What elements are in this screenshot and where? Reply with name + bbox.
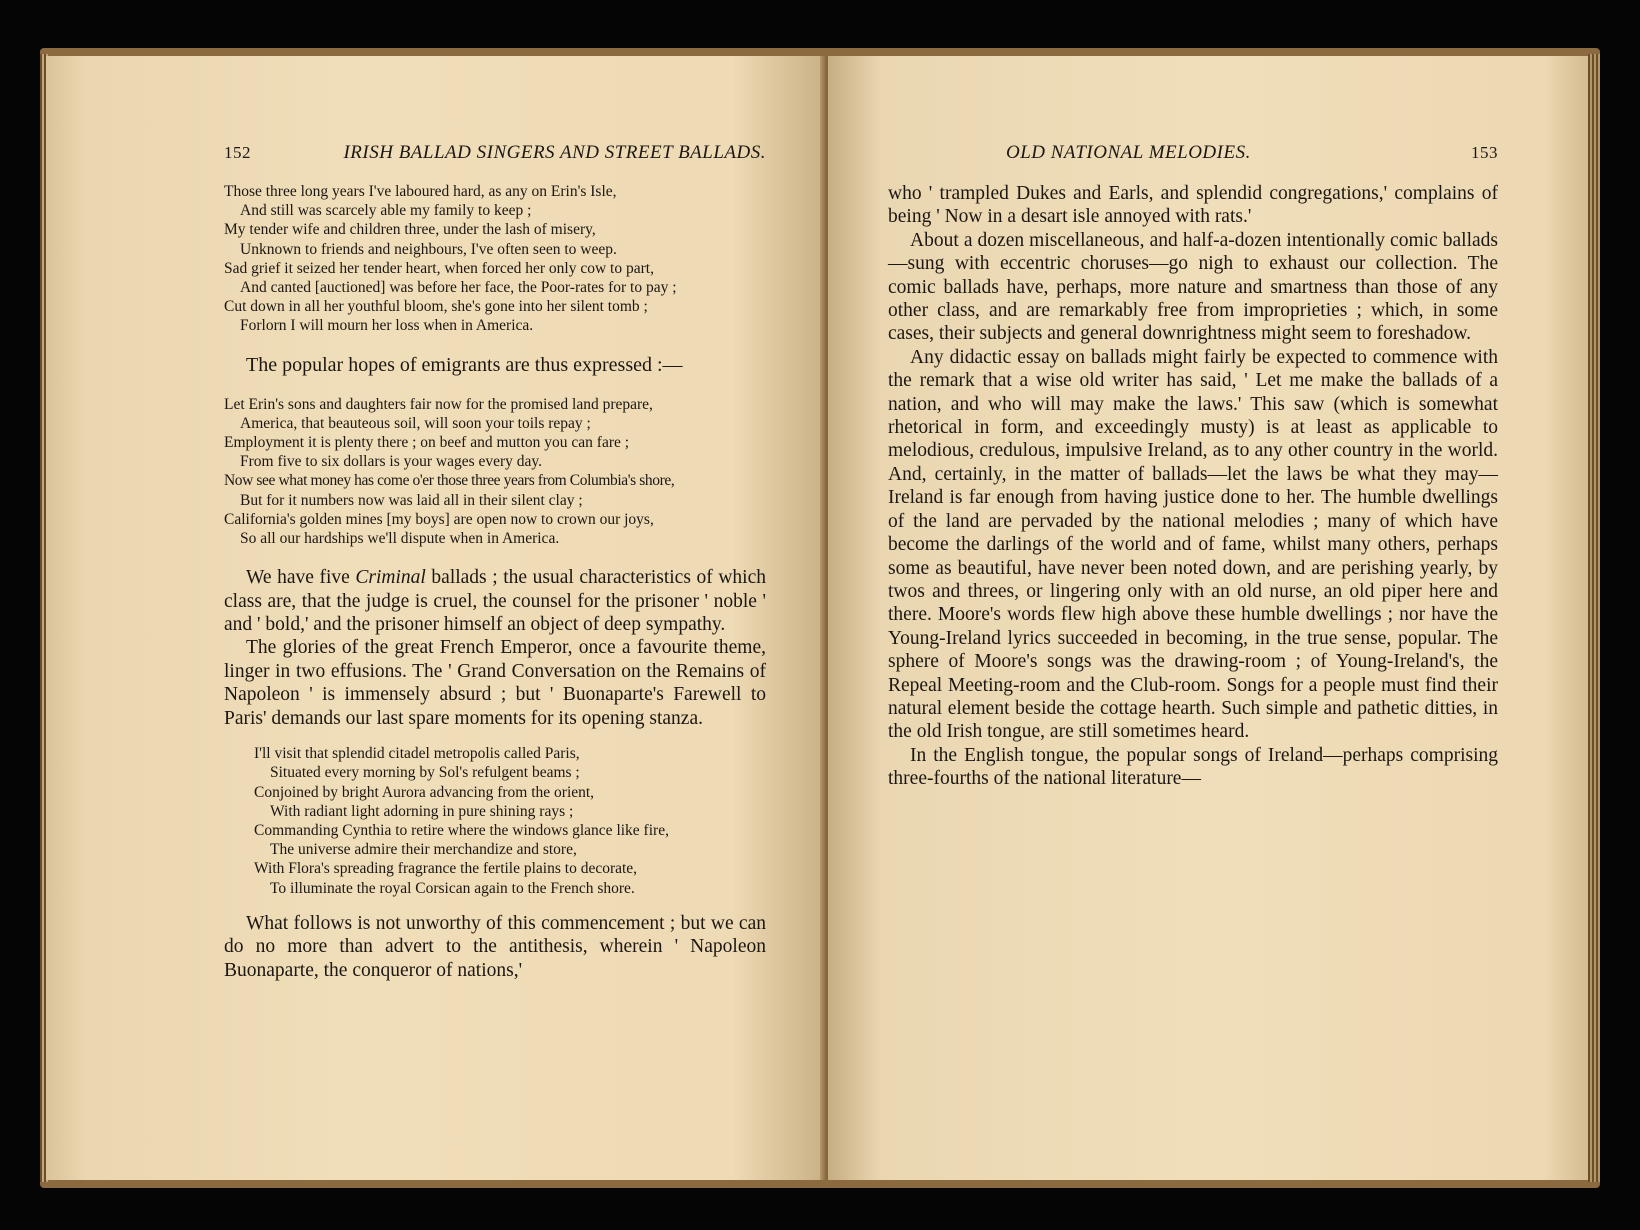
right-prose xyxy=(888,182,1498,791)
right-running-head xyxy=(888,142,1498,164)
verse-line: With radiant light adorning in pure shining rays ; xyxy=(270,802,574,820)
left-prose-2 xyxy=(224,912,766,982)
verse-line: Employment it is plenty there ; on beef and mutton you can fare ; xyxy=(224,434,630,452)
left-running-head xyxy=(224,142,766,164)
verse-line: With Flora's spreading fragrance the fertile plains to decorate, xyxy=(254,860,638,878)
right-running-title: OLD NATIONAL MELODIES. xyxy=(1006,142,1251,163)
verse-line: To illuminate the royal Corsican again to the French shore. xyxy=(270,879,635,897)
right-page xyxy=(828,56,1590,1180)
napoleon-paragraph: The glories of the great French Emperor, once a favourite theme, linger in two effusions. The ' Grand Conversation on the Remains of Napoleon ' is immensely absurd ; but ' Buonaparte's Farewell to Paris' demands our last spare moments for its opening stanza. xyxy=(224,637,766,729)
left-running-title: IRISH BALLAD SINGERS AND STREET BALLADS. xyxy=(343,142,766,163)
left-page-number: 152 xyxy=(224,143,251,162)
verse-block-2 xyxy=(224,395,766,549)
book-edge-right xyxy=(1588,54,1600,1182)
verse-line: Situated every morning by Sol's refulgent beams ; xyxy=(270,764,580,782)
emigrants-intro: The popular hopes of emigrants are thus expressed :— xyxy=(246,353,683,376)
verse-line: The universe admire their merchandize and store, xyxy=(270,841,577,859)
verse-block-1 xyxy=(224,182,766,336)
didactic-essay-paragraph: Any didactic essay on ballads might fairly be expected to commence with the remark that a wise old writer has said, ' Let me make the ballads of a nation, and who will may make the laws.' This saw (which is somewhat rhetorical in form, and exceedingly musty) is at least as applicable to melodious, credulous, impulsive Ireland, as to any other country in the world. And, certainly, in the matter of ballads—let the laws be what they may—Ireland is far enough from having justice done to her. The humble dwellings of the land are pervaded by the national melodies ; many of which have become the darlings of the world and of fame, whilst many others, perhaps some as beautiful, have never been noted down, and are perishing yearly, by twos and threes, or lingering only with an old nurse, an old piper here and there. Moore's words flew high above these humble dwellings ; nor have the Young-Ireland lyrics succeeded in becoming, in the true sense, popular. The sphere of Moore's songs was the drawing-room ; of Young-Ireland's, the Repeal Meeting-room and the Club-room. Songs for a people must find their natural element beside the cottage hearth. Such simple and pathetic ditties, in the old Irish tongue, are still sometimes heard. xyxy=(888,346,1498,743)
verse-line: America, that beauteous soil, will soon your toils repay ; xyxy=(240,414,591,432)
verse-line: Those three long years I've laboured hard, as any on Erin's Isle, xyxy=(224,183,617,200)
verse-line: Conjoined by bright Aurora advancing from the orient, xyxy=(254,783,595,801)
verse-line: But for it numbers now was laid all in their silent clay ; xyxy=(240,491,583,509)
verse-line: Commanding Cynthia to retire where the windows glance like fire, xyxy=(254,821,669,839)
right-page-number: 153 xyxy=(1471,143,1498,162)
verse-line: Sad grief it seized her tender heart, when forced her only cow to part, xyxy=(224,259,654,277)
verse-line: From five to six dollars is your wages every day. xyxy=(240,453,543,471)
left-page xyxy=(46,56,826,1180)
verse-line: Cut down in all her youthful bloom, she's gone into her silent tomb ; xyxy=(224,298,648,316)
follows-paragraph: What follows is not unworthy of this commencement ; but we can do no more than advert to the antithesis, wherein ' Napoleon Buonaparte, the conqueror of nations,' xyxy=(224,912,766,981)
open-book xyxy=(40,48,1600,1188)
criminal-ballads-paragraph: We have five Criminal ballads ; the usual characteristics of which class are, that the judge is cruel, the counsel for the prisoner ' noble ' and ' bold,' and the prisoner himself an object of deep sympathy. xyxy=(224,567,766,636)
verse-line: Unknown to friends and neighbours, I've often seen to weep. xyxy=(240,240,617,258)
verse-line: And still was scarcely able my family to keep ; xyxy=(240,202,532,220)
verse-line: Let Erin's sons and daughters fair now for the promised land prepare, xyxy=(224,395,653,413)
trampled-paragraph: who ' trampled Dukes and Earls, and splendid congregations,' complains of being ' Now in a desart isle annoyed with rats.' xyxy=(888,183,1498,228)
criminal-italic: Criminal xyxy=(355,567,426,589)
left-prose-1 xyxy=(224,566,766,730)
english-tongue-paragraph: In the English tongue, the popular songs of Ireland—perhaps comprising three-fourths of the national literature— xyxy=(888,744,1498,790)
verse-line: My tender wife and children three, under the lash of misery, xyxy=(224,221,596,239)
comic-ballads-paragraph: About a dozen miscellaneous, and half-a-dozen intentionally comic ballads—sung with eccentric choruses—go nigh to exhaust our collection. The comic ballads have, perhaps, more nature and smartness than those of any other class, and are remarkably free from improprieties ; which, in some cases, their subjects and general downrightness might seem to foreshadow. xyxy=(888,229,1498,345)
verse-line: So all our hardships we'll dispute when in America. xyxy=(240,530,560,548)
verse-line: California's golden mines [my boys] are open now to crown our joys, xyxy=(224,510,654,528)
verse-line: I'll visit that splendid citadel metropolis called Paris, xyxy=(254,745,580,763)
verse-line: Forlorn I will mourn her loss when in America. xyxy=(240,317,534,335)
verse-line: Now see what money has come o'er those three years from Columbia's shore, xyxy=(224,472,675,490)
verse-block-3 xyxy=(224,744,766,898)
verse-line: And canted [auctioned] was before her face, the Poor-rates for to pay ; xyxy=(240,279,677,297)
